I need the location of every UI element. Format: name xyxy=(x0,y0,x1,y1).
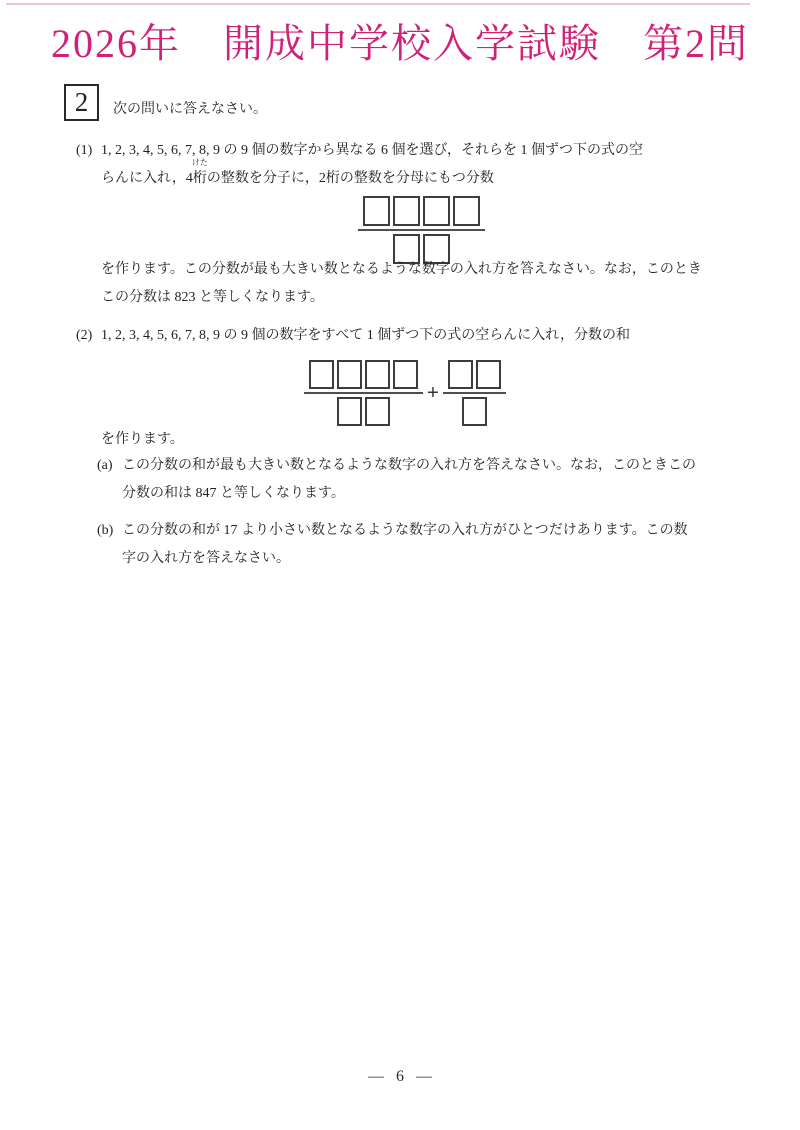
digit-box xyxy=(309,360,334,389)
digit-box xyxy=(453,196,480,226)
part2-label: (2) xyxy=(76,328,93,343)
fraction-bar xyxy=(358,229,485,231)
digit-box xyxy=(476,360,501,389)
digit-box xyxy=(448,360,473,389)
digit-box xyxy=(393,196,420,226)
sub-question-a xyxy=(97,452,696,508)
digit-box xyxy=(365,360,390,389)
sub-a-text xyxy=(122,452,696,508)
problem-number: 2 xyxy=(74,87,89,117)
digit-box xyxy=(363,196,390,226)
fraction-diagram-2 xyxy=(5,360,800,426)
fraction-bar xyxy=(304,392,423,394)
fraction-bar xyxy=(443,392,506,394)
sub-question-b xyxy=(97,517,688,573)
fraction-2a xyxy=(309,360,418,426)
numerator-boxes xyxy=(448,360,501,389)
denominator-boxes xyxy=(462,397,487,426)
digit-box xyxy=(365,397,390,426)
part1-line2-pre: らんに入れ，4 xyxy=(101,171,193,186)
plus-operator: + xyxy=(427,381,439,404)
digit-box xyxy=(423,196,450,226)
fraction-diagram-1 xyxy=(21,196,800,264)
part1-line2-post: の整数を分子に，2桁の整数を分母にもつ分数 xyxy=(206,171,494,186)
part1-text-line2 xyxy=(101,158,643,193)
part1-text-line1: 1, 2, 3, 4, 5, 6, 7, 8, 9 の 9 個の数字から異なる 6 個を選び，それらを 1 個ずつ下の式の空 xyxy=(101,143,643,158)
fraction-2b xyxy=(448,360,501,426)
numerator-boxes xyxy=(309,360,418,389)
page-number: — 6 — xyxy=(368,1068,432,1085)
part1-label: (1) xyxy=(76,143,93,158)
top-border-line xyxy=(6,3,750,5)
furigana-text: けた xyxy=(191,158,208,167)
problem-number-box xyxy=(64,84,99,121)
sub-a-label: (a) xyxy=(97,458,113,473)
part2-text-line1: 1, 2, 3, 4, 5, 6, 7, 8, 9 の 9 個の数字をすべて 1 個ずつ下の式の空らんに入れ，分数の和 xyxy=(101,328,631,343)
sub-b-line1: この分数の和が 17 より小さい数となるような数字の入れ方がひとつだけあります。この数 xyxy=(122,523,688,538)
sub-b-label: (b) xyxy=(97,523,114,538)
problem-lead-text: 次の問いに答えなさい。 xyxy=(113,102,267,117)
part2-continuation xyxy=(101,426,184,454)
part1-continuation xyxy=(101,256,702,312)
digit-box xyxy=(462,397,487,426)
digit-box xyxy=(337,397,362,426)
part1-after-line1: を作ります。この分数が最も大きい数となるような数字の入れ方を答えなさい。なお，このとき xyxy=(101,262,702,277)
fraction-1 xyxy=(363,196,480,264)
denominator-boxes xyxy=(337,397,390,426)
digit-box xyxy=(337,360,362,389)
ruby-base: 桁 xyxy=(192,171,207,186)
part1-block xyxy=(76,137,643,193)
sub-b-text xyxy=(122,517,688,573)
problem-header xyxy=(64,84,267,121)
part2-after-line: を作ります。 xyxy=(101,432,184,447)
part1-text xyxy=(101,137,643,193)
ruby-keta xyxy=(191,158,208,193)
sub-a-line1: この分数の和が最も大きい数となるような数字の入れ方を答えなさい。なお，このときこの xyxy=(122,458,696,473)
sub-b-line2: 字の入れ方を答えなさい。 xyxy=(122,551,290,566)
part1-after-line2: この分数は 823 と等しくなります。 xyxy=(101,290,324,305)
numerator-boxes xyxy=(363,196,480,226)
page-title: 2026年 開成中学校入学試験 第2問 xyxy=(51,21,749,66)
sub-a-line2: 分数の和は 847 と等しくなります。 xyxy=(122,486,345,501)
part2-text xyxy=(101,322,630,350)
part2-block xyxy=(76,322,630,350)
digit-box xyxy=(393,360,418,389)
